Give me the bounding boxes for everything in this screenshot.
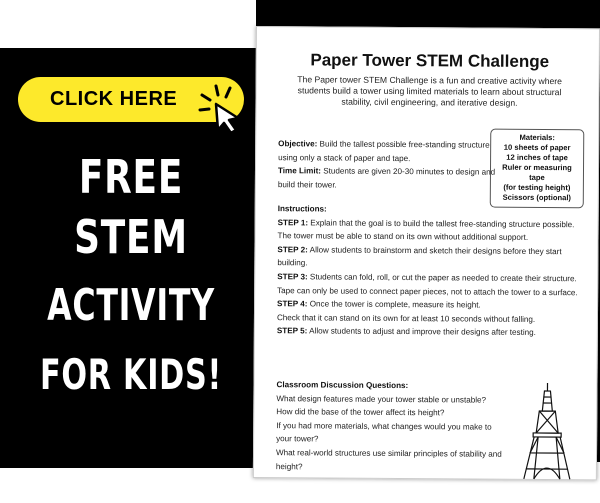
headline-word-free: FREE [78, 150, 184, 204]
material-item: 10 sheets of paper [503, 142, 571, 153]
materials-heading: Materials: [519, 132, 555, 143]
question-item: What design features made your tower stable or unstable? [276, 393, 487, 405]
materials-box [490, 129, 585, 209]
top-white-band [0, 0, 256, 48]
step-item: Check that it can stand on its own for at least 10 seconds without falling. [276, 312, 536, 324]
instructions-label: Instructions: [277, 204, 327, 214]
objective-label: Objective: [278, 139, 318, 149]
headline-word-for-kids: FOR KIDS! [39, 350, 223, 399]
click-here-button[interactable]: CLICK HERE [18, 77, 244, 122]
step-item: STEP 3: Students can fold, roll, or cut the paper as needed to create their structure. Tape can only be used to connect paper pieces, not to attach the tower to a surface. [277, 272, 578, 297]
time-limit-label: Time Limit: [277, 166, 322, 176]
instructions-section [277, 202, 584, 340]
step-item: STEP 5: Allow students to adjust and improve their designs after testing. [276, 326, 536, 338]
cursor-click-icon [196, 82, 252, 134]
material-item: Ruler or measuring tape [502, 162, 572, 183]
sheet-intro: The Paper tower STEM Challenge is a fun and creative activity where students build a tower using limited materials to learn about structural stability, civil engineering, and iterative design. [297, 74, 562, 108]
question-item: How did the base of the tower affect its height? [276, 407, 445, 418]
material-item: (for testing height) [503, 182, 571, 193]
material-item: 12 inches of tape [506, 152, 568, 163]
step-item: STEP 2: Allow students to brainstorm and sketch their designs before they start building. [277, 244, 562, 268]
objective-text: Build the tallest possible free-standing structure using only a stack of paper and tape. [278, 139, 490, 163]
material-item: Scissors (optional) [502, 192, 572, 203]
headline-word-stem: STEM [74, 210, 188, 264]
time-limit-text: Students are given 20-30 minutes to design and build their tower. [277, 166, 496, 190]
headline-word-activity: ACTIVITY [47, 280, 215, 331]
discussion-section [276, 378, 507, 475]
objective-section [278, 137, 498, 193]
activity-sheet [253, 26, 600, 480]
discussion-label: Classroom Discussion Questions: [276, 380, 409, 391]
step-item: STEP 1: Explain that the goal is to build the tallest free-standing structure possible. The tower must be able to stand on its own without additional support. [277, 217, 575, 243]
eiffel-tower-icon [516, 381, 579, 481]
question-item: If you had more materials, what changes would you make to your tower? [276, 420, 492, 444]
sheet-title: Paper Tower STEM Challenge [310, 50, 550, 72]
question-item: What real-world structures use similar principles of stability and height? [275, 448, 502, 471]
step-item: STEP 4: Once the tower is complete, measure its height. [277, 299, 481, 310]
